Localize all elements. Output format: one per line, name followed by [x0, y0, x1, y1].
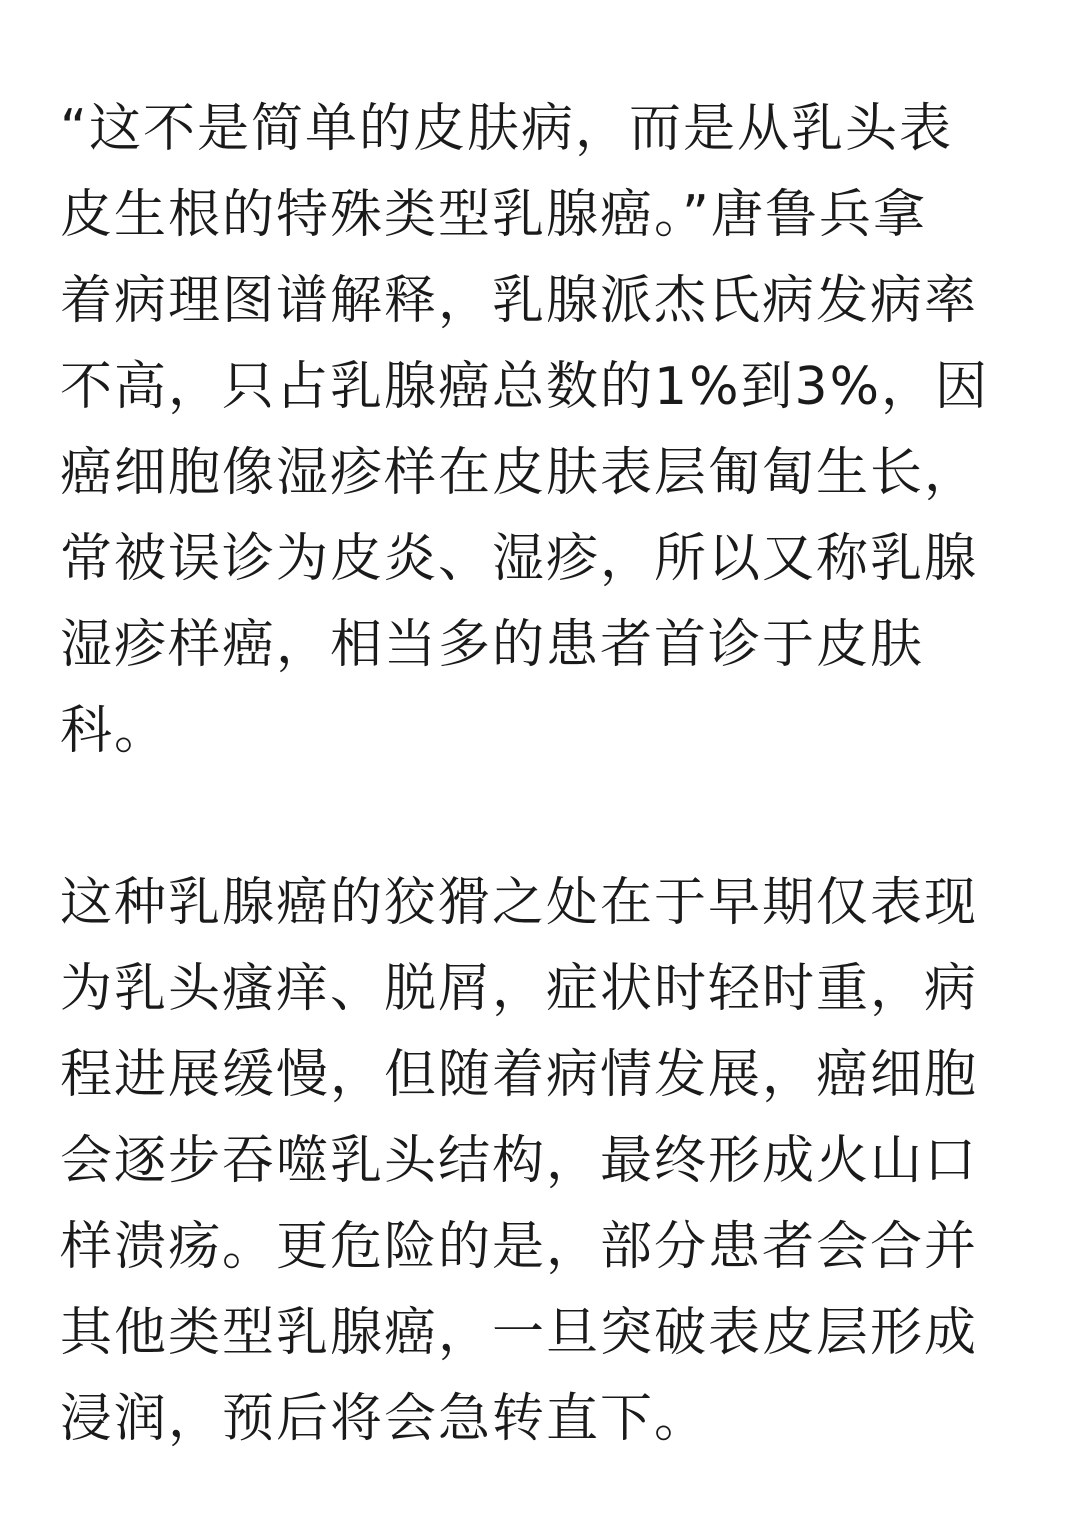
- paragraph-2: [60, 860, 1022, 1462]
- text-line: 样溃疡。更危险的是，部分患者会合并: [60, 1217, 979, 1277]
- paragraph-spacer: [60, 774, 1022, 860]
- article-body: [60, 86, 1022, 1462]
- text-line: 程进展缓慢，但随着病情发展，癌细胞: [60, 1045, 979, 1105]
- text-line: 湿疹样癌，相当多的患者首诊于皮肤: [60, 615, 925, 675]
- text-line: 不高，只占乳腺癌总数的1%到3%，因: [60, 357, 989, 417]
- text-line: 为乳头瘙痒、脱屑，症状时轻时重，病: [60, 959, 979, 1019]
- text-line: 其他类型乳腺癌，一旦突破表皮层形成: [60, 1303, 979, 1363]
- text-line: “这不是简单的皮肤病，而是从乳头表: [60, 99, 953, 159]
- text-line: 着病理图谱解释，乳腺派杰氏病发病率: [60, 271, 979, 331]
- text-line: 科。: [60, 701, 169, 761]
- paragraph-1: [60, 86, 1022, 774]
- text-line: 浸润，预后将会急转直下。: [60, 1389, 709, 1449]
- text-line: 常被误诊为皮炎、湿疹，所以又称乳腺: [60, 529, 979, 589]
- text-line: 会逐步吞噬乳头结构，最终形成火山口: [60, 1131, 979, 1191]
- text-line: 癌细胞像湿疹样在皮肤表层匍匐生长，: [60, 443, 979, 503]
- text-line: 这种乳腺癌的狡猾之处在于早期仅表现: [60, 873, 979, 933]
- text-line: 皮生根的特殊类型乳腺癌。”唐鲁兵拿: [60, 185, 927, 245]
